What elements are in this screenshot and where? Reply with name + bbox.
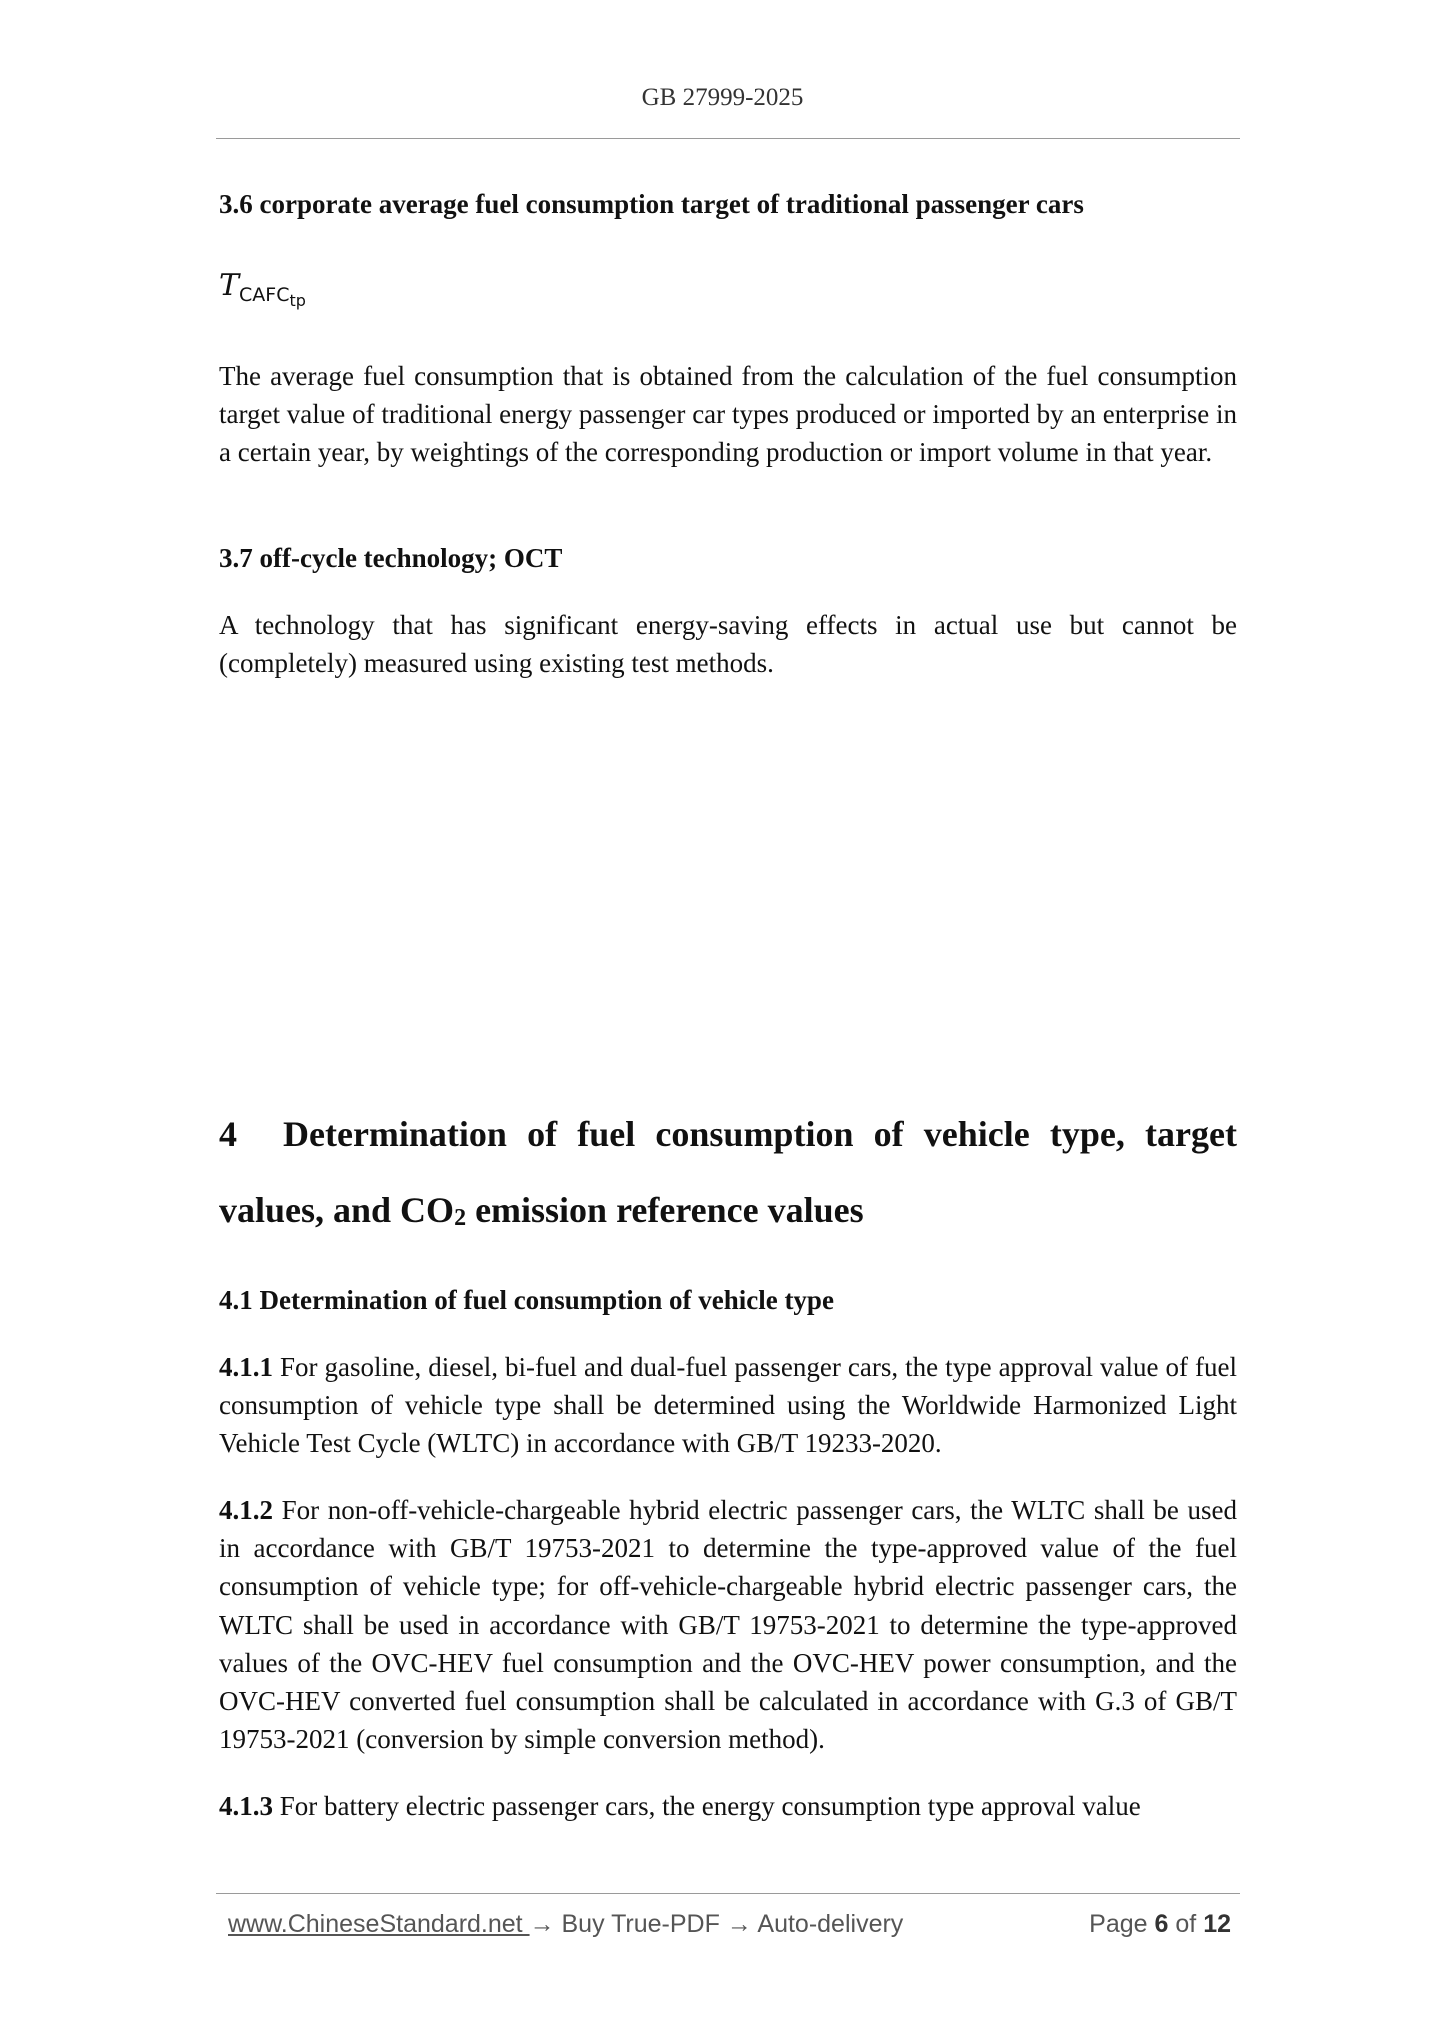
term-3-6-heading: 3.6 corporate average fuel consumption target of traditional passenger cars [219, 189, 1084, 219]
symbol-sub-subscript: tp [289, 291, 306, 310]
clause-text: For battery electric passenger cars, the energy consumption type approval value [273, 1791, 1141, 1821]
chapter-title-part1: Determination of fuel consumption of vehicle type, target values, and CO [219, 1114, 1237, 1230]
clause-number: 4.1.3 [219, 1791, 273, 1821]
term-3-7-heading: 3.7 off-cycle technology; OCT [219, 543, 563, 573]
page-label: Page [1089, 1910, 1148, 1938]
term-3-6-symbol [219, 266, 1237, 310]
chapter-title-part2: emission reference values [466, 1190, 864, 1230]
symbol-main: T [219, 268, 240, 303]
footer-rule [216, 1893, 1240, 1894]
page-of: of [1175, 1910, 1197, 1938]
chapter-number: 4 [219, 1114, 237, 1154]
clause-number: 4.1.1 [219, 1352, 273, 1382]
footer-promo [228, 1910, 903, 1939]
clause-4-1-2 [219, 1491, 1237, 1758]
header-rule [216, 138, 1240, 139]
document-code-header: GB 27999-2025 [641, 84, 804, 111]
page-indicator [1089, 1910, 1231, 1939]
clause-text: For gasoline, diesel, bi-fuel and dual-fuel passenger cars, the type approval value of fuel consumption of vehicle type shall be determined using the Worldwide Harmonized Light Vehicle Test Cycle (WLTC) in accordance with GB/T 19233-2020. [219, 1352, 1237, 1459]
arrow-right-icon: → [529, 1910, 555, 1938]
clause-4-1-1 [219, 1348, 1237, 1463]
clause-text: For non-off-vehicle-chargeable hybrid electric passenger cars, the WLTC shall be used in accordance with GB/T 19753-2021 to determine the type-approved value of the fuel consumption of vehicle type; for off-vehicle-chargeable hybrid electric passenger cars, the WLTC shall be used in accordance with GB/T 19753-2021 to determine the type-approved values of the OVC-HEV fuel consumption and the OVC-HEV power consumption, and the OVC-HEV converted fuel consumption shall be calculated in accordance with G.3 of GB/T 19753-2021 (conversion by simple conversion method). [219, 1495, 1237, 1755]
chapter-4-heading [219, 1096, 1237, 1253]
term-3-6-definition: The average fuel consumption that is obtained from the calculation of the fuel consumption target value of traditional energy passenger car types produced or imported by an enterprise in a certain year, by weightings of the corresponding production or import volume in that year. [219, 361, 1237, 468]
page-current: 6 [1154, 1910, 1169, 1938]
site-link[interactable]: www.ChineseStandard.net [228, 1910, 530, 1938]
chapter-title-subscript: 2 [454, 1205, 467, 1231]
arrow-right-icon: → [726, 1910, 752, 1938]
symbol-subscript: CAFC [239, 284, 290, 306]
page-total: 12 [1203, 1910, 1231, 1938]
clause-number: 4.1.2 [219, 1495, 273, 1525]
buy-text: Buy True-PDF [554, 1910, 727, 1938]
term-3-7-definition: A technology that has significant energy-saving effects in actual use but cannot be (completely) measured using existing test methods. [219, 610, 1237, 679]
delivery-text: Auto-delivery [751, 1910, 904, 1938]
clause-4-1-3 [219, 1787, 1237, 1825]
section-4-1-heading: 4.1 Determination of fuel consumption of vehicle type [219, 1285, 834, 1315]
